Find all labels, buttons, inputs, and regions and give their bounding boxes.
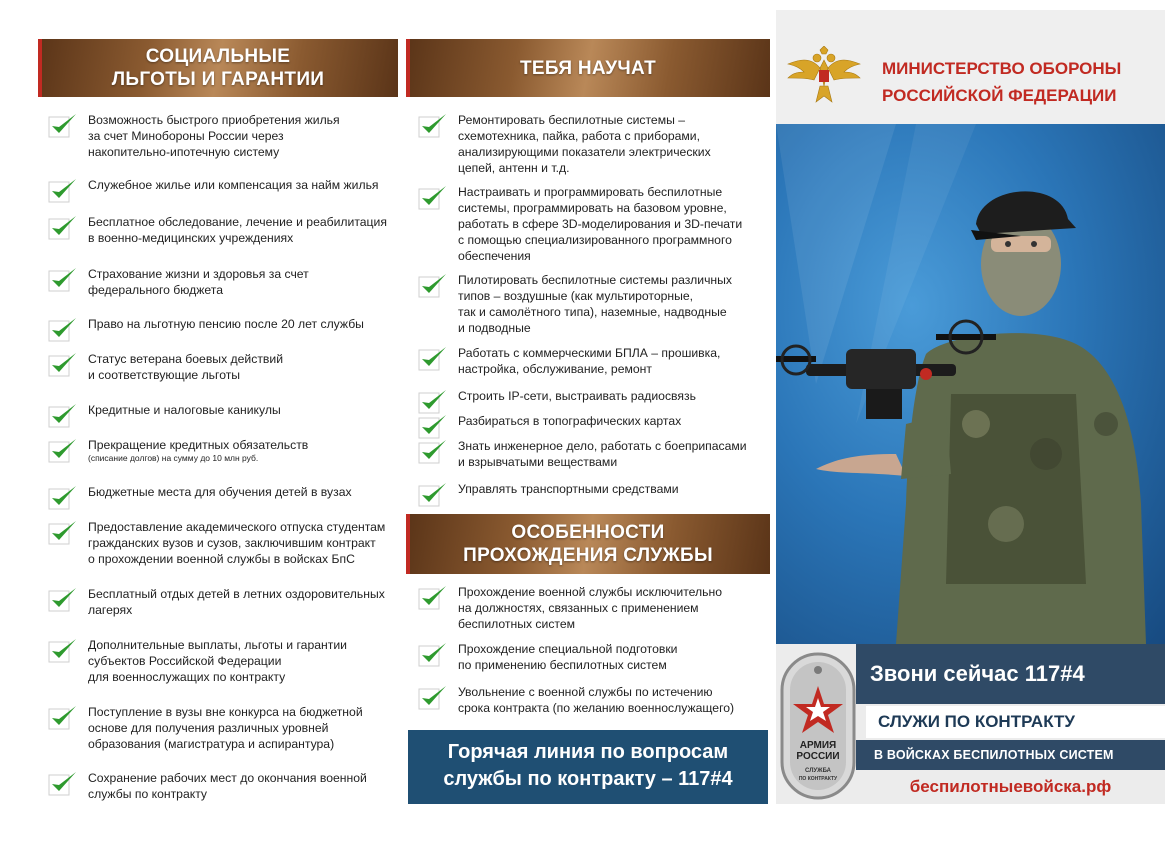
list-item-line: по применению беспилотных систем: [458, 658, 667, 672]
checkmark-icon: [418, 112, 448, 138]
checkmark-icon: [48, 437, 78, 463]
checkmark-icon: [48, 484, 78, 510]
list-item: [36, 316, 398, 342]
list-item-line: Увольнение с военной службы по истечению: [458, 685, 713, 699]
list-item: [406, 438, 770, 470]
list-item-line: Поступление в вузы вне конкурса на бюджетной: [88, 705, 363, 719]
banner-title-line: ОСОБЕННОСТИ: [511, 522, 665, 543]
list-item: [36, 484, 398, 510]
list-item-line: Ремонтировать беспилотные системы –: [458, 113, 686, 127]
ministry-header: [776, 10, 1165, 124]
list-item-text: [88, 519, 389, 567]
list-item-line: Прекращение кредитных обязательств: [88, 438, 309, 452]
list-item-line: Сохранение рабочих мест до окончания военной: [88, 771, 367, 785]
soldier-with-drone-photo: [776, 124, 1165, 644]
list-item-text: [88, 402, 285, 418]
checkmark-icon: [48, 112, 78, 138]
list-item-line: обеспечения: [458, 249, 531, 263]
list-item-line: образования (магистратура и аспирантура): [88, 737, 335, 751]
list-item-line: и соответствующие льготы: [88, 368, 241, 382]
hotline-line: Горячая линия по вопросам: [447, 741, 729, 763]
list-item: [406, 641, 770, 673]
list-item-text: [88, 704, 367, 752]
list-item-text: [458, 584, 726, 632]
list-item-line: Знать инженерное дело, работать с боеприпасами: [458, 439, 747, 453]
hotline-box: [408, 730, 768, 804]
tag-text: СЛУЖБА: [805, 768, 831, 774]
list-item-line: Служебное жилье или компенсация за найм жилья: [88, 178, 379, 192]
list-item: [36, 402, 398, 428]
list-item-line: федерального бюджета: [88, 283, 224, 297]
list-item-line: лагерях: [88, 603, 133, 617]
social-benefits-banner: [38, 39, 398, 97]
list-item-line: Дополнительные выплаты, льготы и гарантии: [88, 638, 347, 652]
list-item-line: о прохождении военной службы в войсках БпС: [88, 552, 355, 566]
ministry-title-line: МИНИСТЕРСТВО ОБОРОНЫ: [882, 59, 1122, 78]
list-item-line: Бесплатный отдых детей в летних оздоровительных: [88, 587, 385, 601]
list-item-line: Строить IP-сети, выстраивать радиосвязь: [458, 389, 696, 403]
list-item-text: [458, 438, 751, 470]
list-item-text: [458, 413, 685, 429]
checkmark-icon: [48, 770, 78, 796]
list-item: [36, 437, 398, 464]
list-item-line: цепей, антенн и т.д.: [458, 161, 570, 175]
list-item-line: субъектов Российской Федерации: [88, 654, 282, 668]
list-item: [36, 266, 398, 298]
list-item-line: Управлять транспортными средствами: [458, 482, 679, 496]
list-item-line: в военно-медицинских учреждениях: [88, 231, 294, 245]
list-item-line: Настраивать и программировать беспилотные: [458, 185, 723, 199]
tag-text: АРМИЯ: [799, 740, 837, 751]
list-item: [36, 214, 398, 246]
hotline-line: службы по контракту – 117#4: [443, 768, 733, 790]
list-item-line: Бесплатное обследование, лечение и реабилитация: [88, 215, 387, 229]
list-item: [36, 351, 398, 383]
list-item-text: [88, 637, 351, 685]
list-item-note: (списание долгов) на сумму до 10 млн руб.: [88, 453, 259, 463]
list-item-line: Разбираться в топографических картах: [458, 414, 682, 428]
list-item-line: Прохождение военной службы исключительно: [458, 585, 723, 599]
checkmark-icon: [418, 584, 448, 610]
call-now-bar: Звони сейчас 117#4: [856, 644, 1165, 704]
list-item-line: Страхование жизни и здоровья за счет: [88, 267, 309, 281]
checkmark-icon: [48, 316, 78, 342]
list-item-line: Бюджетные места для обучения детей в вузах: [88, 485, 352, 499]
list-item-text: [458, 641, 681, 673]
website-link[interactable]: беспилотныевойска.рф: [909, 777, 1112, 796]
list-item-text: [88, 484, 356, 500]
list-item-line: типов – воздушные (как мультироторные,: [458, 289, 694, 303]
list-item-text: [88, 437, 312, 464]
list-item-line: Работать с коммерческими БПЛА – прошивка,: [458, 346, 721, 360]
list-item-line: на должностях, связанных с применением: [458, 601, 699, 615]
list-item-text: [88, 351, 287, 383]
banner-title: ТЕБЯ НАУЧАТ: [520, 57, 656, 79]
army-dog-tag-icon: [780, 652, 856, 800]
checkmark-icon: [418, 438, 448, 464]
list-item-line: Кредитные и налоговые каникулы: [88, 403, 281, 417]
list-item-line: работать в сфере 3D-моделирования и 3D-печати: [458, 217, 743, 231]
tag-text: РОССИИ: [796, 751, 840, 762]
list-item: [36, 637, 398, 685]
soldier-illustration: [776, 124, 1165, 644]
list-item: [406, 584, 770, 632]
list-item-line: беспилотных систем: [458, 617, 576, 631]
checkmark-icon: [48, 351, 78, 377]
list-item: [406, 112, 770, 176]
list-item: [406, 684, 770, 716]
list-item-line: Пилотировать беспилотные системы различных: [458, 273, 733, 287]
list-item: [36, 704, 398, 752]
checkmark-icon: [418, 272, 448, 298]
checkmark-icon: [418, 184, 448, 210]
list-item-line: системы, программировать на базовом уровне,: [458, 201, 727, 215]
checkmark-icon: [48, 637, 78, 663]
list-item-line: накопительно-ипотечную систему: [88, 145, 280, 159]
checkmark-icon: [48, 266, 78, 292]
list-item-text: [458, 184, 746, 264]
checkmark-icon: [48, 586, 78, 612]
list-item-line: Прохождение специальной подготовки: [458, 642, 678, 656]
banner-title-line: СОЦИАЛЬНЫЕ: [145, 46, 291, 67]
checkmark-icon: [48, 704, 78, 730]
list-item-line: Право на льготную пенсию после 20 лет службы: [88, 317, 364, 331]
list-item: [406, 388, 770, 414]
list-item-text: [88, 770, 371, 802]
list-item: [406, 345, 770, 377]
list-item-text: [458, 481, 683, 497]
list-item-line: и взрывчатыми веществами: [458, 455, 618, 469]
list-item-text: [88, 177, 383, 193]
list-item-text: [458, 388, 700, 404]
checkmark-icon: [48, 402, 78, 428]
checkmark-icon: [48, 177, 78, 203]
list-item-line: за счет Минобороны России через: [88, 129, 284, 143]
checkmark-icon: [418, 481, 448, 507]
list-item: [406, 413, 770, 439]
tag-text: ПО КОНТРАКТУ: [798, 776, 838, 782]
banner-title-line: ПРОХОЖДЕНИЯ СЛУЖБЫ: [463, 545, 713, 566]
list-item-line: гражданских вузов и сузов, заключившим контракт: [88, 536, 376, 550]
double-headed-eagle-icon: [784, 46, 864, 106]
list-item: [36, 770, 398, 802]
list-item-line: Предоставление академического отпуска студентам: [88, 520, 386, 534]
call-to-action-panel: [776, 644, 1165, 804]
list-item: [406, 481, 770, 507]
list-item: [36, 112, 398, 160]
list-item-text: [88, 586, 389, 618]
column-cover: [776, 10, 1165, 804]
training-banner: [406, 39, 770, 97]
list-item-text: [458, 272, 736, 336]
list-item: [36, 586, 398, 618]
list-item: [406, 184, 770, 264]
list-item-line: анализирующими показатели электрических: [458, 145, 711, 159]
list-item-line: службы по контракту: [88, 787, 208, 801]
list-item-text: [88, 214, 391, 246]
troops-bar: В ВОЙСКАХ БЕСПИЛОТНЫХ СИСТЕМ: [856, 740, 1165, 770]
list-item-text: [88, 316, 368, 332]
list-item-line: с помощью специализированного программного: [458, 233, 732, 247]
list-item: [406, 272, 770, 336]
contract-bar: СЛУЖИ ПО КОНТРАКТУ: [866, 706, 1165, 738]
list-item-line: Возможность быстрого приобретения жилья: [88, 113, 340, 127]
list-item: [36, 519, 398, 567]
ministry-title: [882, 55, 1162, 109]
checkmark-icon: [418, 684, 448, 710]
ministry-title-line: РОССИЙСКОЙ ФЕДЕРАЦИИ: [882, 86, 1117, 105]
list-item-line: схемотехника, пайка, работа с приборами,: [458, 129, 700, 143]
list-item-line: так и самолётного типа), наземные, надводные: [458, 305, 727, 319]
list-item-text: [88, 112, 344, 160]
checkmark-icon: [48, 214, 78, 240]
list-item-line: и подводные: [458, 321, 531, 335]
list-item-text: [458, 112, 715, 176]
checkmark-icon: [418, 345, 448, 371]
list-item: [36, 177, 398, 203]
list-item-text: [88, 266, 313, 298]
list-item-line: для военнослужащих по контракту: [88, 670, 286, 684]
list-item-line: Статус ветерана боевых действий: [88, 352, 284, 366]
list-item-line: срока контракта (по желанию военнослужащего): [458, 701, 735, 715]
checkmark-icon: [418, 413, 448, 439]
list-item-text: [458, 684, 738, 716]
list-item-text: [458, 345, 724, 377]
banner-title-line: ЛЬГОТЫ И ГАРАНТИИ: [111, 69, 325, 90]
service-features-banner: [406, 514, 770, 574]
list-item-line: настройка, обслуживание, ремонт: [458, 362, 652, 376]
checkmark-icon: [418, 388, 448, 414]
checkmark-icon: [418, 641, 448, 667]
checkmark-icon: [48, 519, 78, 545]
list-item-line: основе для получения различных уровней: [88, 721, 329, 735]
